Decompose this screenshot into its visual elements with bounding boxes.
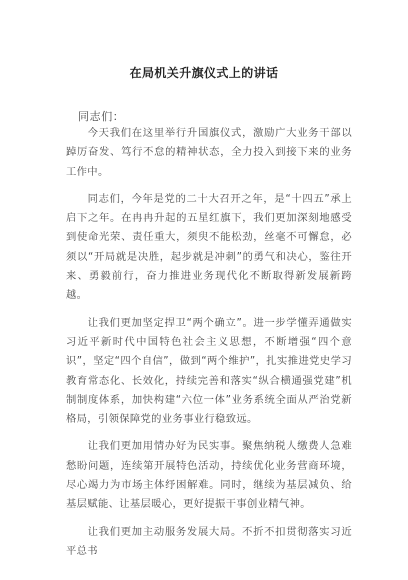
paragraph: 让我们更加用情办好为民实事。聚焦纳税人缴费人急难愁盼问题，连续第开展特色活动，持续优化业务营商环境，尽心竭力为市场主体纾困解难。同时，继续为基层减负、给基层赋能、让基层暖心，更好提振干事创业精气神。: [66, 440, 352, 511]
greeting: 同志们：: [78, 110, 125, 123]
document-title: 在局机关升旗仪式上的讲话: [129, 66, 279, 80]
paragraph: 今天我们在这里举行升国旗仪式，激励广大业务干部以踔厉奋发、笃行不怠的精神状态，全力投入到接下来的业务工作中。: [66, 127, 352, 178]
paragraph: 同志们，今年是党的二十大召开之年，是“十四五”承上启下之年。在冉冉升起的五星红旗下，我们更加深刻地感受到使命光荣、责任重大，须臾不能松劲，丝毫不可懈怠，必须以“开局就是决胜，起步就是冲刺”的勇气和决心，鉴往开来、勇毅前行，奋力推进业务现代化不断取得新发展新跨越。: [66, 192, 352, 302]
document-body: [66, 124, 352, 569]
paragraph: 让我们更加坚定捍卫“两个确立”。进一步学懂弄通做实习近平新时代中国特色社会主义思想，不断增强“四个意识”，坚定“四个自信”，做到“两个维护”，扎实推进党史学习教育常态化、长效化，持续完善和落实“纵合横通强党建”机制制度体系，加快构建“六位一体”业务系统全面从严治党新格局，引领保障党的业务事业行稳致远。: [66, 316, 352, 426]
paragraph: 让我们更加主动服务发展大局。不折不扣贯彻落实习近平总书: [66, 525, 352, 557]
